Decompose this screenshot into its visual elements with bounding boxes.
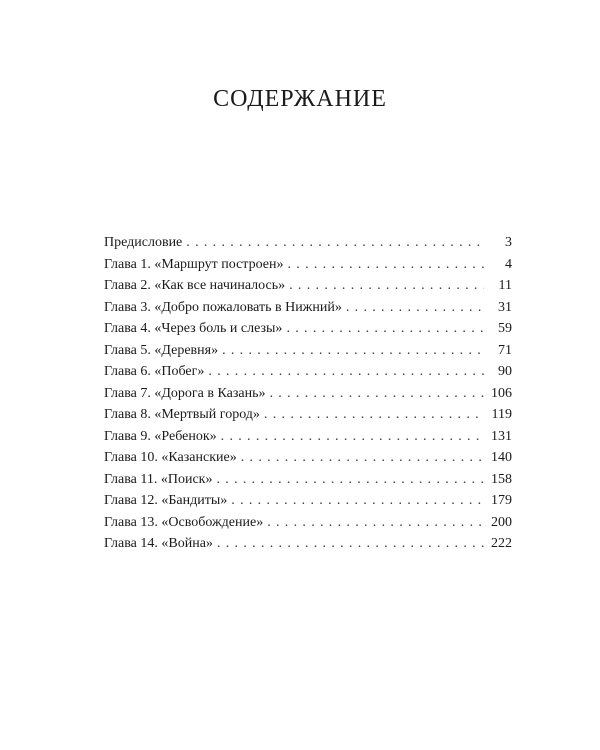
toc-entry-chapter-13[interactable] <box>104 512 512 534</box>
toc-entry-chapter-9[interactable] <box>104 426 512 448</box>
toc-entry-chapter-1[interactable] <box>104 254 512 276</box>
dot-leader <box>289 275 484 297</box>
toc-entry-chapter-4[interactable] <box>104 318 512 340</box>
toc-entry-page: 106 <box>491 385 512 401</box>
toc-entry-page: 59 <box>498 321 512 336</box>
toc-entry-page: 90 <box>498 364 512 379</box>
dot-leader <box>217 533 484 555</box>
toc-entry-label: Глава 3. «Добро пожаловать в Нижний» <box>104 299 342 315</box>
dot-leader <box>241 447 484 469</box>
toc-entry-chapter-6[interactable] <box>104 361 512 383</box>
toc-entry-label: Глава 7. «Дорога в Казань» <box>104 385 266 401</box>
table-of-contents <box>104 232 512 555</box>
toc-entry-label: Глава 2. «Как все начиналось» <box>104 278 286 293</box>
toc-entry-chapter-3[interactable] <box>104 297 512 319</box>
toc-entry-label: Глава 4. «Через боль и слезы» <box>104 321 283 336</box>
page-title: СОДЕРЖАНИЕ <box>213 86 387 112</box>
toc-entry-label: Глава 11. «Поиск» <box>104 471 213 487</box>
toc-entry-chapter-7[interactable] <box>104 383 512 405</box>
toc-entry-preface[interactable] <box>104 232 512 254</box>
toc-entry-label: Глава 9. «Ребенок» <box>104 428 217 444</box>
toc-entry-page: 140 <box>491 450 512 465</box>
toc-entry-label: Глава 6. «Побег» <box>104 364 205 379</box>
toc-entry-page: 71 <box>498 342 512 358</box>
toc-entry-label: Предисловие <box>104 235 183 250</box>
toc-entry-page: 222 <box>491 536 512 551</box>
dot-leader <box>267 512 484 534</box>
toc-entry-page: 119 <box>491 407 512 422</box>
toc-entry-chapter-11[interactable] <box>104 469 512 491</box>
dot-leader <box>231 490 484 512</box>
toc-entry-page: 11 <box>498 278 512 293</box>
dot-leader <box>186 232 484 254</box>
dot-leader <box>208 361 484 383</box>
toc-entry-chapter-2[interactable] <box>104 275 512 297</box>
toc-entry-page: 31 <box>498 299 512 315</box>
dot-leader <box>216 469 484 491</box>
toc-entry-chapter-5[interactable] <box>104 340 512 362</box>
toc-entry-label: Глава 12. «Бандиты» <box>104 493 228 508</box>
toc-entry-label: Глава 1. «Маршрут построен» <box>104 256 284 272</box>
toc-entry-chapter-10[interactable] <box>104 447 512 469</box>
dot-leader <box>270 383 485 405</box>
toc-entry-page: 3 <box>505 235 512 250</box>
toc-entry-label: Глава 14. «Война» <box>104 536 213 551</box>
dot-leader <box>264 404 484 426</box>
dot-leader <box>286 318 484 340</box>
dot-leader <box>221 426 484 448</box>
toc-entry-chapter-8[interactable] <box>104 404 512 426</box>
toc-entry-label: Глава 5. «Деревня» <box>104 342 219 358</box>
toc-entry-page: 200 <box>491 514 512 530</box>
dot-leader <box>287 254 484 276</box>
toc-entry-chapter-14[interactable] <box>104 533 512 555</box>
toc-entry-page: 4 <box>505 256 512 272</box>
toc-entry-page: 179 <box>491 493 512 508</box>
dot-leader <box>222 340 484 362</box>
dot-leader <box>346 297 484 319</box>
toc-entry-page: 158 <box>491 471 512 487</box>
toc-entry-label: Глава 13. «Освобождение» <box>104 514 264 530</box>
toc-entry-label: Глава 8. «Мертвый город» <box>104 407 260 422</box>
toc-entry-label: Глава 10. «Казанские» <box>104 450 237 465</box>
toc-entry-page: 131 <box>491 428 512 444</box>
toc-entry-chapter-12[interactable] <box>104 490 512 512</box>
